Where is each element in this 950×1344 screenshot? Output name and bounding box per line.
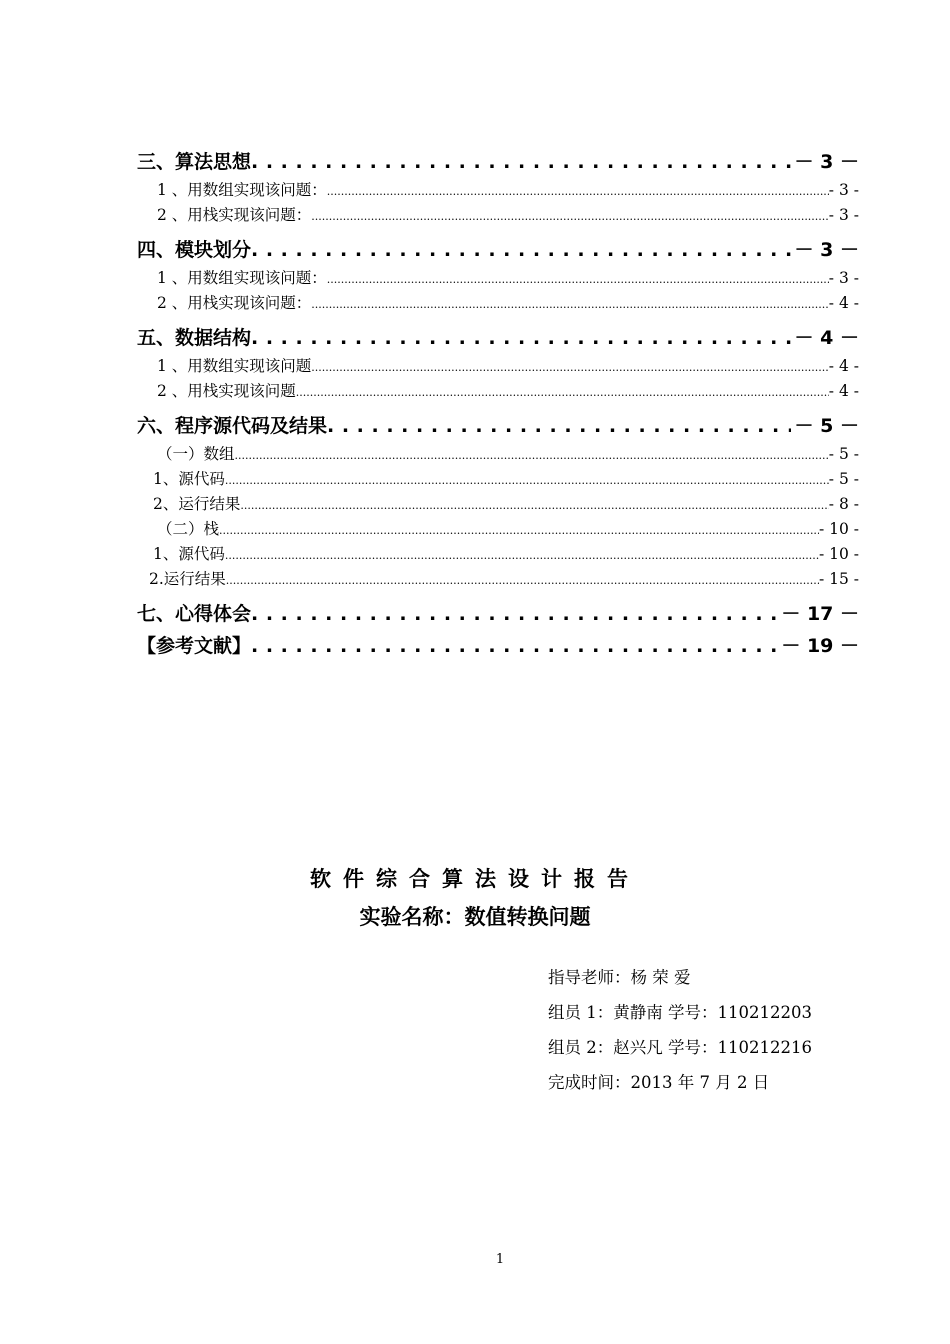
toc-entry-page: － 4 － <box>794 327 859 349</box>
dot-leader <box>251 630 777 662</box>
toc-entry-page: - 3 - <box>828 206 859 224</box>
toc-entry-title: 七、心得体会 <box>137 603 252 625</box>
toc-entry-page: - 4 - <box>828 294 859 312</box>
toc-entry-title: 1、源代码 <box>153 545 225 563</box>
toc-entry-section-6-array-2[interactable] <box>137 492 859 517</box>
member-2-line: 组员 2：赵兴凡 学号：110212216 <box>548 1038 812 1057</box>
dot-leader <box>251 322 791 354</box>
toc-entry-title: 五、数据结构 <box>137 327 252 349</box>
experiment-name: 实验名称：数值转换问题 <box>359 905 591 929</box>
toc-entry-section-3[interactable] <box>137 146 859 178</box>
toc-entry-page: － 17 － <box>781 603 859 625</box>
table-of-contents <box>137 146 859 662</box>
toc-entry-title: 【参考文献】 <box>137 635 252 657</box>
dot-leader <box>219 517 819 543</box>
toc-entry-page: － 3 － <box>794 151 859 173</box>
dot-leader <box>327 410 791 442</box>
toc-entry-section-7[interactable] <box>137 598 859 630</box>
toc-entry-section-5[interactable] <box>137 322 859 354</box>
toc-entry-title: 1 、用数组实现该问题： <box>157 181 327 199</box>
toc-entry-title: 1、源代码 <box>153 470 225 488</box>
toc-entry-page: － 3 － <box>794 239 859 261</box>
toc-entry-references[interactable] <box>137 630 859 662</box>
dot-leader <box>327 266 829 292</box>
toc-entry-title: 三、算法思想 <box>137 151 252 173</box>
toc-entry-title: （二）栈 <box>157 520 220 538</box>
toc-entry-section-6-stack-1[interactable] <box>137 542 859 567</box>
toc-entry-section-3-2[interactable] <box>137 203 859 228</box>
page-number: 1 <box>495 1252 505 1267</box>
toc-entry-section-6-stack[interactable] <box>137 517 859 542</box>
toc-entry-page: - 5 - <box>828 470 859 488</box>
dot-leader <box>311 354 829 380</box>
advisor-line: 指导老师：杨 荣 爱 <box>548 968 691 987</box>
toc-entry-page: - 4 - <box>828 357 859 375</box>
dot-leader <box>311 203 829 229</box>
toc-entry-section-5-1[interactable] <box>137 354 859 379</box>
report-info-block <box>548 963 812 1103</box>
toc-entry-page: - 5 - <box>828 445 859 463</box>
dot-leader <box>225 542 819 568</box>
toc-entry-page: - 8 - <box>828 495 859 513</box>
toc-entry-page: - 3 - <box>828 181 859 199</box>
toc-entry-title: 2.运行结果 <box>149 570 226 588</box>
member-1-line: 组员 1：黄静南 学号：110212203 <box>548 1003 812 1022</box>
report-title: 软件综合算法设计报告 <box>310 867 640 891</box>
toc-entry-title: 1 、用数组实现该问题： <box>157 269 327 287</box>
toc-entry-section-5-2[interactable] <box>137 379 859 404</box>
toc-entry-title: 2 、用栈实现该问题 <box>157 382 296 400</box>
toc-entry-section-6-stack-2[interactable] <box>137 567 859 592</box>
toc-entry-title: 1 、用数组实现该问题 <box>157 357 312 375</box>
toc-entry-title: 四、模块划分 <box>137 239 252 261</box>
dot-leader <box>251 146 791 178</box>
toc-entry-section-4[interactable] <box>137 234 859 266</box>
toc-entry-page: - 10 - <box>818 545 859 563</box>
toc-entry-page: - 4 - <box>828 382 859 400</box>
dot-leader <box>311 291 829 317</box>
toc-entry-page: － 19 － <box>781 635 859 657</box>
dot-leader <box>251 234 791 266</box>
toc-entry-section-6-array[interactable] <box>137 442 859 467</box>
toc-entry-page: - 10 - <box>818 520 859 538</box>
dot-leader <box>327 178 829 204</box>
dot-leader <box>225 467 829 493</box>
toc-entry-section-4-2[interactable] <box>137 291 859 316</box>
toc-entry-title: 2 、用栈实现该问题： <box>157 206 312 224</box>
toc-entry-page: - 15 - <box>818 570 859 588</box>
toc-entry-title: 2、运行结果 <box>153 495 241 513</box>
toc-entry-title: 六、程序源代码及结果 <box>137 415 328 437</box>
dot-leader <box>226 567 819 593</box>
completion-date-line: 完成时间：2013 年 7 月 2 日 <box>548 1073 770 1092</box>
toc-entry-section-6-array-1[interactable] <box>137 467 859 492</box>
toc-entry-title: （一）数组 <box>157 445 235 463</box>
toc-entry-section-4-1[interactable] <box>137 266 859 291</box>
dot-leader <box>251 598 777 630</box>
toc-entry-page: － 5 － <box>794 415 859 437</box>
dot-leader <box>235 442 829 468</box>
toc-entry-title: 2 、用栈实现该问题： <box>157 294 312 312</box>
dot-leader <box>296 379 829 405</box>
dot-leader <box>240 492 828 518</box>
toc-entry-section-3-1[interactable] <box>137 178 859 203</box>
toc-entry-section-6[interactable] <box>137 410 859 442</box>
toc-entry-page: - 3 - <box>828 269 859 287</box>
